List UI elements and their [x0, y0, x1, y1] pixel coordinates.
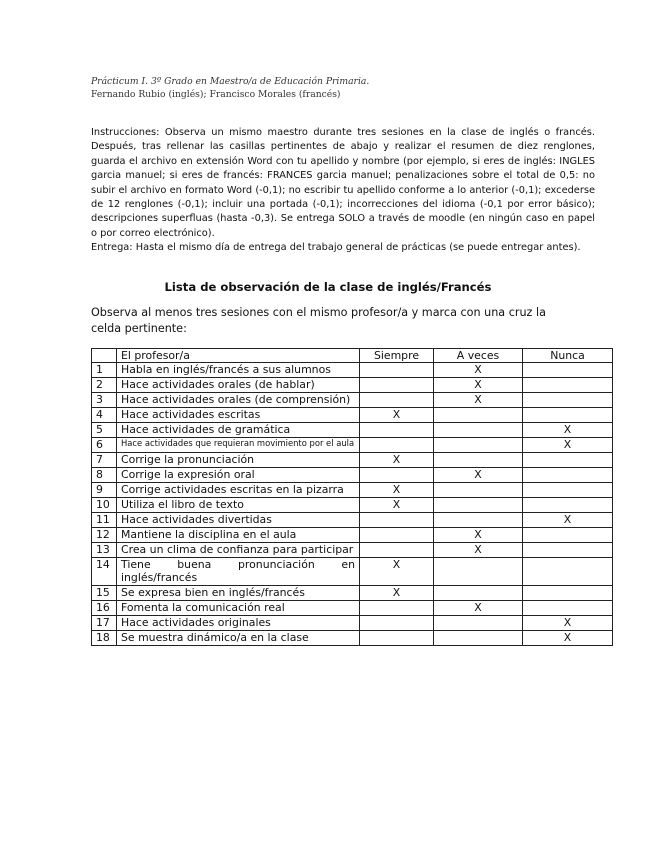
row-number: 3	[92, 393, 117, 408]
aveces-cell: X	[434, 600, 523, 615]
siempre-cell	[360, 543, 434, 558]
row-item: Fomenta la comunicación real	[117, 600, 360, 615]
siempre-cell: X	[360, 498, 434, 513]
row-number: 12	[92, 528, 117, 543]
table-row	[92, 558, 613, 585]
row-number: 10	[92, 498, 117, 513]
nunca-cell	[523, 363, 613, 378]
aveces-cell: X	[434, 528, 523, 543]
aveces-cell	[434, 498, 523, 513]
aveces-cell: X	[434, 468, 523, 483]
nunca-cell	[523, 378, 613, 393]
table-row	[92, 528, 613, 543]
siempre-cell	[360, 438, 434, 453]
table-row	[92, 453, 613, 468]
siempre-cell	[360, 468, 434, 483]
page-title: Lista de observación de la clase de inglés/Francés	[164, 280, 492, 294]
row-number: 9	[92, 483, 117, 498]
row-item: Tiene buena pronunciación en inglés/francés	[117, 558, 360, 585]
siempre-cell	[360, 528, 434, 543]
nunca-cell	[523, 585, 613, 600]
row-number: 18	[92, 630, 117, 645]
course-line: Prácticum I. 3º Grado en Maestro/a de Educación Primaria.	[91, 76, 370, 87]
table-row	[92, 483, 613, 498]
aveces-cell	[434, 615, 523, 630]
nunca-cell	[523, 528, 613, 543]
table-row	[92, 600, 613, 615]
header-siempre: Siempre	[360, 349, 434, 363]
nunca-cell	[523, 453, 613, 468]
table-row	[92, 630, 613, 645]
table-row	[92, 543, 613, 558]
siempre-cell	[360, 378, 434, 393]
siempre-cell: X	[360, 558, 434, 585]
row-number: 17	[92, 615, 117, 630]
aveces-cell	[434, 585, 523, 600]
nunca-cell: X	[523, 630, 613, 645]
nunca-cell	[523, 558, 613, 585]
row-item: Corrige la pronunciación	[117, 453, 360, 468]
row-number: 1	[92, 363, 117, 378]
siempre-cell	[360, 513, 434, 528]
row-item: Se expresa bien en inglés/francés	[117, 585, 360, 600]
nunca-cell	[523, 543, 613, 558]
aveces-cell	[434, 408, 523, 423]
row-item: Hace actividades escritas	[117, 408, 360, 423]
row-number: 5	[92, 423, 117, 438]
aveces-cell	[434, 438, 523, 453]
aveces-cell	[434, 630, 523, 645]
table-row	[92, 393, 613, 408]
row-number: 15	[92, 585, 117, 600]
intro-text: Observa al menos tres sesiones con el mismo profesor/a y marca con una cruz la celda pertinente:	[91, 306, 546, 335]
table-row	[92, 438, 613, 453]
row-number: 7	[92, 453, 117, 468]
instructions-text: Instrucciones: Observa un mismo maestro durante tres sesiones en la clase de inglés o francés. Después, tras rellenar las casillas pertinentes de abajo y realizar el resumen de diez renglones, guarda el archivo en extensión Word con tu apellido y nombre (por ejemplo, si eres de inglés: INGLES garcia manuel; si eres de francés: FRANCES garcia manuel; penalizaciones sobre el total de 0,5: no subir el archivo en formato Word (-0,1); no escribir tu apellido conforme a lo anterior (-0,1); excederse de 12 renglones (-0,1); incluir una portada (-0,1); incorrecciones del idioma (-0,1 por error básico); descripciones superfluas (hasta -0,3).	[91, 127, 595, 225]
siempre-cell	[360, 363, 434, 378]
instructions-deadline: Entrega: Hasta el mismo día de entrega del trabajo general de prácticas (se puede entregar antes).	[91, 242, 581, 254]
aveces-cell	[434, 453, 523, 468]
nunca-cell: X	[523, 438, 613, 453]
row-item: Hace actividades originales	[117, 615, 360, 630]
row-item: Hace actividades de gramática	[117, 423, 360, 438]
instructions-paragraph	[91, 126, 595, 256]
nunca-cell: X	[523, 513, 613, 528]
table-row	[92, 615, 613, 630]
aveces-cell: X	[434, 363, 523, 378]
observation-table	[91, 348, 613, 646]
table-row	[92, 498, 613, 513]
row-item: Habla en inglés/francés a sus alumnos	[117, 363, 360, 378]
nunca-cell: X	[523, 615, 613, 630]
header-teacher: El profesor/a	[117, 349, 360, 363]
nunca-cell	[523, 408, 613, 423]
siempre-cell: X	[360, 453, 434, 468]
siempre-cell	[360, 423, 434, 438]
aveces-cell	[434, 558, 523, 585]
row-item: Hace actividades divertidas	[117, 513, 360, 528]
row-number: 4	[92, 408, 117, 423]
table-row	[92, 513, 613, 528]
row-item: Corrige la expresión oral	[117, 468, 360, 483]
row-item: Hace actividades que requieran movimiento por el aula	[117, 438, 360, 453]
row-number: 6	[92, 438, 117, 453]
table-row	[92, 585, 613, 600]
siempre-cell	[360, 630, 434, 645]
row-item: Se muestra dinámico/a en la clase	[117, 630, 360, 645]
aveces-cell	[434, 513, 523, 528]
nunca-cell: X	[523, 423, 613, 438]
table-header-row	[92, 349, 613, 363]
nunca-cell	[523, 498, 613, 513]
row-number: 13	[92, 543, 117, 558]
table-row	[92, 363, 613, 378]
aveces-cell	[434, 423, 523, 438]
row-item: Crea un clima de confianza para participar	[117, 543, 360, 558]
row-item: Mantiene la disciplina en el aula	[117, 528, 360, 543]
table-row	[92, 468, 613, 483]
table-row	[92, 423, 613, 438]
row-number: 14	[92, 558, 117, 585]
instructions-delivery: Se entrega SOLO a través de moodle (en ningún caso en papel o por correo electrónico).	[91, 213, 595, 239]
aveces-cell: X	[434, 393, 523, 408]
aveces-cell: X	[434, 378, 523, 393]
table-row	[92, 408, 613, 423]
aveces-cell	[434, 483, 523, 498]
siempre-cell	[360, 393, 434, 408]
header-num	[92, 349, 117, 363]
table-row	[92, 378, 613, 393]
row-item: Hace actividades orales (de hablar)	[117, 378, 360, 393]
nunca-cell	[523, 600, 613, 615]
nunca-cell	[523, 483, 613, 498]
row-number: 2	[92, 378, 117, 393]
row-number: 11	[92, 513, 117, 528]
siempre-cell: X	[360, 585, 434, 600]
teachers-line: Fernando Rubio (inglés); Francisco Morales (francés)	[91, 89, 341, 100]
nunca-cell	[523, 393, 613, 408]
siempre-cell: X	[360, 408, 434, 423]
siempre-cell: X	[360, 483, 434, 498]
nunca-cell	[523, 468, 613, 483]
row-number: 16	[92, 600, 117, 615]
row-item: Hace actividades orales (de comprensión)	[117, 393, 360, 408]
document-header	[91, 75, 611, 101]
row-item: Utiliza el libro de texto	[117, 498, 360, 513]
row-item: Corrige actividades escritas en la pizarra	[117, 483, 360, 498]
siempre-cell	[360, 600, 434, 615]
siempre-cell	[360, 615, 434, 630]
row-number: 8	[92, 468, 117, 483]
aveces-cell: X	[434, 543, 523, 558]
header-nunca: Nunca	[523, 349, 613, 363]
header-aveces: A veces	[434, 349, 523, 363]
